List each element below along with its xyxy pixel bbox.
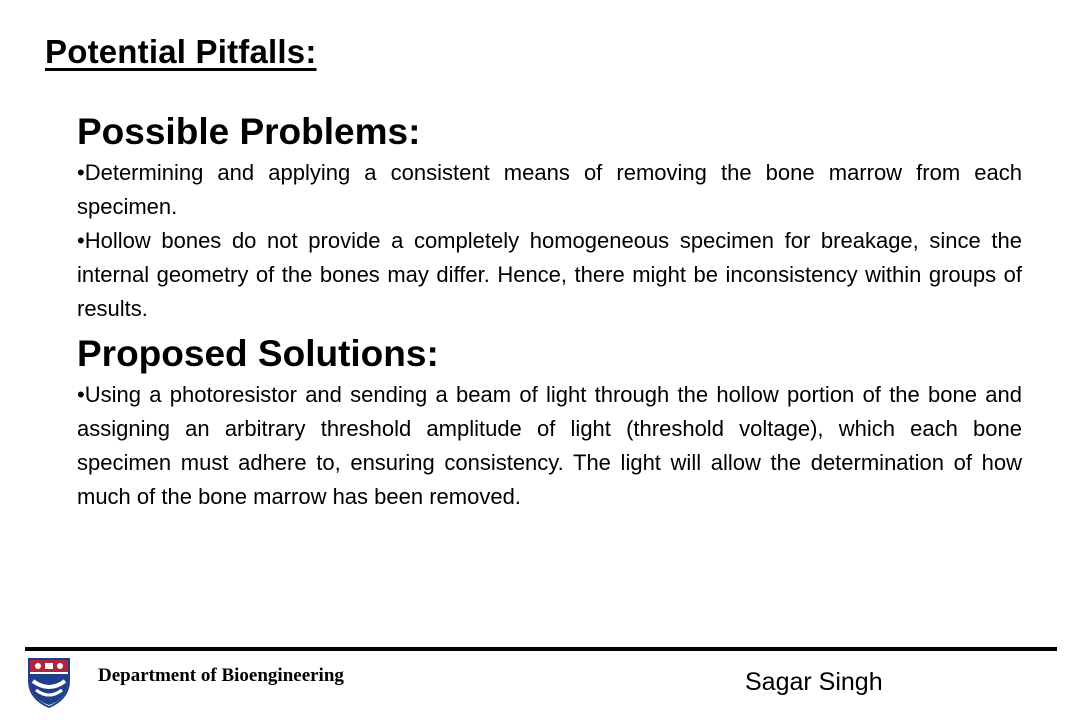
problem-bullet-2: • Hollow bones do not provide a completely homogeneous specimen for breakage, since the internal geometry of the bones may differ. Hence, there might be inconsistency within groups of results. bbox=[77, 224, 1022, 326]
solutions-heading: Proposed Solutions: bbox=[77, 333, 439, 374]
slide-body bbox=[77, 108, 1022, 514]
footer-divider bbox=[25, 647, 1057, 651]
university-shield-icon bbox=[27, 657, 71, 709]
problems-heading: Possible Problems: bbox=[77, 111, 421, 152]
slide-title: Potential Pitfalls: bbox=[45, 33, 317, 70]
department-name: Department of Bioengineering bbox=[98, 665, 344, 686]
solution-bullet-1: • Using a photoresistor and sending a beam of light through the hollow portion of the bone and assigning an arbitrary threshold amplitude of light (threshold voltage), which each bone specimen must adhere to, ensuring consistency. The light will allow the determination of how much of the bone marrow has been removed. bbox=[77, 378, 1022, 514]
author-name: Sagar Singh bbox=[745, 668, 883, 696]
problem-bullet-1: • Determining and applying a consistent means of removing the bone marrow from each specimen. bbox=[77, 156, 1022, 224]
